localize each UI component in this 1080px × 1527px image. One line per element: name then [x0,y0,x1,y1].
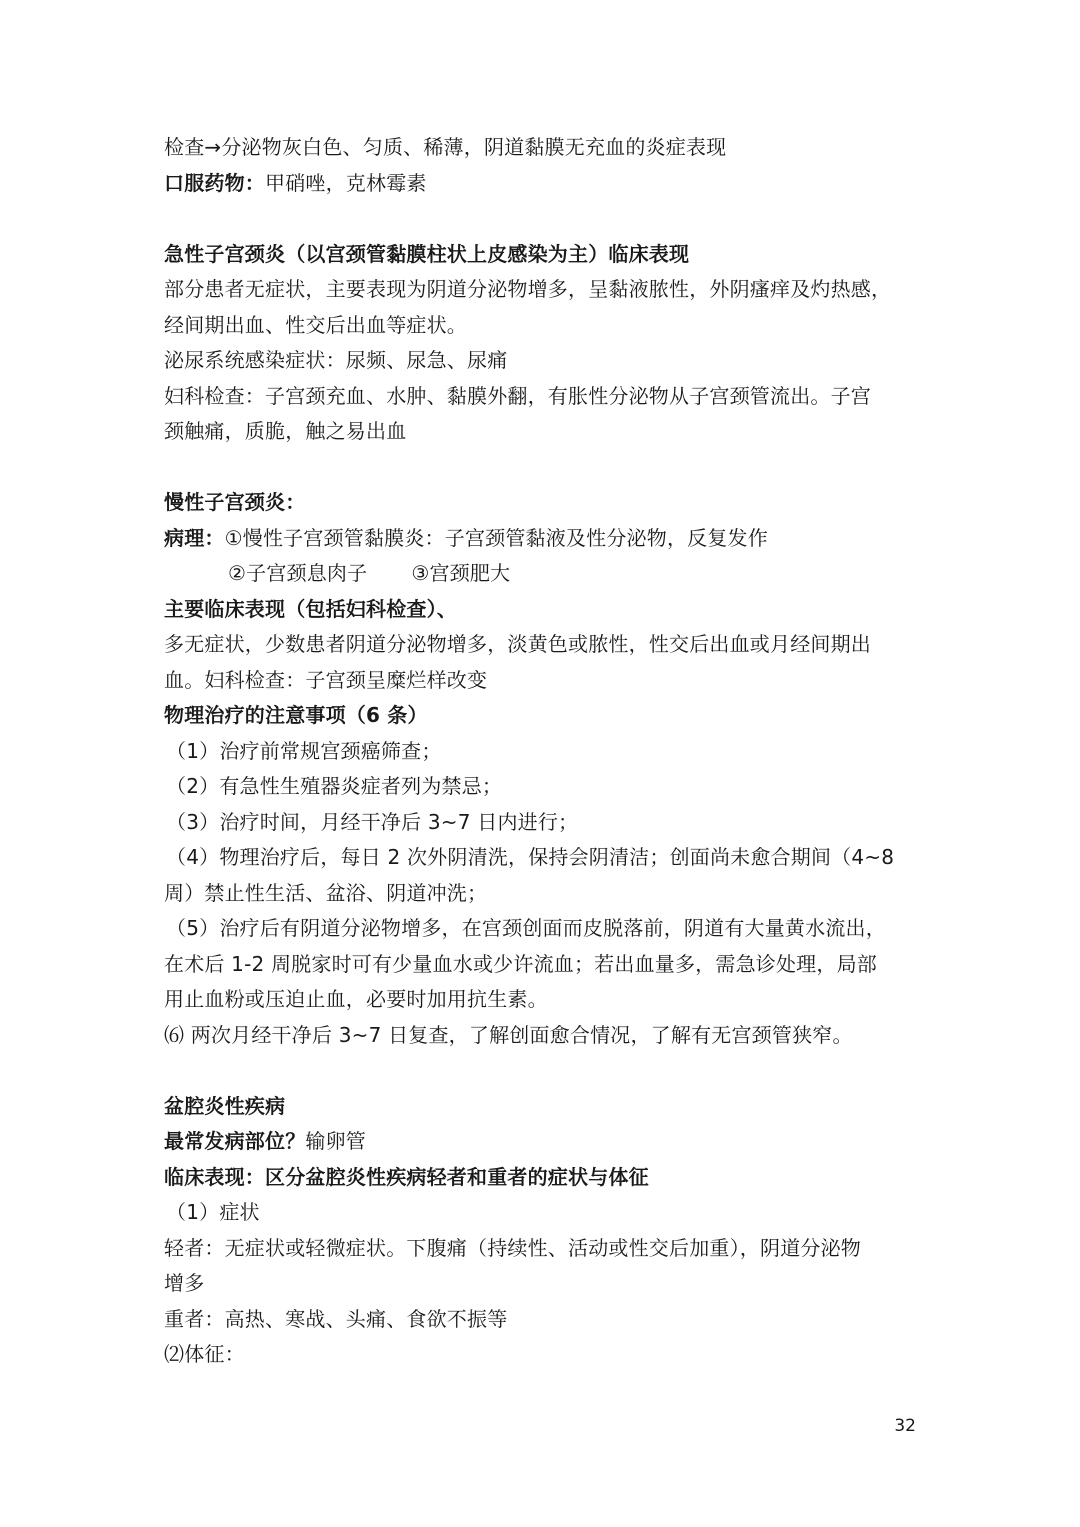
text-line [164,414,920,450]
bold-label: 盆腔炎性疾病 [164,1093,286,1118]
text-line [164,1337,920,1373]
text-line [164,1266,920,1302]
text-line [164,166,920,202]
body-text: ③宫颈肥大 [411,561,511,585]
paragraph-gap [164,450,920,486]
text-line [164,982,920,1018]
text-line [164,698,920,734]
body-text: 泌尿系统感染症状：尿频、尿急、尿痛 [164,348,508,372]
text-line [164,805,920,841]
text-line [164,1018,920,1054]
paragraph-gap [164,201,920,237]
bold-label: 慢性子宫颈炎： [164,490,306,514]
text-line [164,521,920,557]
text-line [164,130,920,166]
body-text: （5）治疗后有阴道分泌物增多，在宫颈创面而皮脱落前，阴道有大量黄水流出， [166,916,886,940]
body-text: 在术后 1-2 周脱家时可有少量血水或少许流血；若出血量多，需急诊处理，局部 [164,951,877,976]
text-line [164,379,920,415]
text-line [164,876,920,912]
bold-label: 病理： [164,525,225,550]
text-line [164,627,920,663]
text-line [164,947,920,983]
text-line [164,769,920,805]
body-text: 颈触痛，质脆，触之易出血 [164,419,407,443]
body-text: 输卵管 [305,1129,367,1153]
body-text: 检查→分泌物灰白色、匀质、稀薄，阴道黏膜无充血的炎症表现 [164,135,727,159]
body-text: 部分患者无症状，主要表现为阴道分泌物增多，呈黏液脓性，外阴瘙痒及灼热感， [164,277,892,301]
text-line [164,343,920,379]
bold-label: 急性子宫颈炎（以宫颈管黏膜柱状上皮感染为主）临床表现 [164,241,690,266]
text-line [164,272,920,308]
body-text: ⑵体征： [164,1342,245,1366]
body-text: （1）治疗前常规宫颈癌筛查； [166,738,442,763]
body-text: （4）物理治疗后，每日 2 次外阴清洗，保持会阴清洁；创面尚未愈合期间（4~8 [166,845,895,869]
text-line [164,556,920,592]
body-text: 妇科检查：子宫颈充血、水肿、黏膜外翻，有胀性分泌物从子宫颈管流出。子宫 [164,383,871,408]
paragraph-gap [164,1053,920,1089]
body-text: 血。妇科检查：子宫颈呈糜烂样改变 [164,667,488,692]
text-line [164,663,920,699]
body-text: ⑹ 两次月经干净后 3~7 日复查，了解创面愈合情况，了解有无宫颈管狭窄。 [164,1022,853,1047]
text-line [164,1160,920,1196]
bold-label: 口服药物： [164,170,265,195]
body-text: ①慢性子宫颈管黏膜炎：子宫颈管黏液及性分泌物，反复发作 [224,525,768,550]
body-text: 增多 [164,1271,205,1295]
text-line [164,1124,920,1160]
text-line [164,308,920,344]
text-line [164,485,920,521]
body-text: 用止血粉或压迫止血，必要时加用抗生素。 [164,987,548,1011]
page-number: 32 [894,1416,916,1436]
text-line [164,1302,920,1338]
text-line [164,840,920,876]
body-text: （2）有急性生殖器炎症者列为禁忌； [166,774,503,798]
text-line [164,237,920,273]
body-text: 轻者：无症状或轻微症状。下腹痛（持续性、活动或性交后加重），阴道分泌物 [164,1235,861,1260]
bold-label: 主要临床表现（包括妇科检查）、 [164,596,457,621]
bold-label: 物理治疗的注意事项（6 条） [164,703,428,727]
body-text: 经间期出血、性交后出血等症状。 [164,312,467,337]
body-text: （3）治疗时间，月经干净后 3~7 日内进行； [166,809,579,834]
body-text: 多无症状，少数患者阴道分泌物增多，淡黄色或脓性，性交后出血或月经间期出 [164,632,871,656]
text-line [164,911,920,947]
text-line [164,1231,920,1267]
body-text: ②子宫颈息肉子 [228,561,368,585]
text-line [164,1089,920,1125]
body-text: （1）症状 [166,1200,260,1224]
text-line [164,734,920,770]
text-line [164,592,920,628]
bold-label: 最常发病部位？ [164,1129,306,1153]
bold-label: 临床表现：区分盆腔炎性疾病轻者和重者的症状与体征 [164,1164,649,1189]
document-page [164,130,920,1373]
body-text: 周）禁止性生活、盆浴、阴道冲洗； [164,880,488,905]
body-text: 甲硝唑，克林霉素 [265,170,427,195]
body-text: 重者：高热、寒战、头痛、食欲不振等 [164,1306,508,1331]
text-line [164,1195,920,1231]
